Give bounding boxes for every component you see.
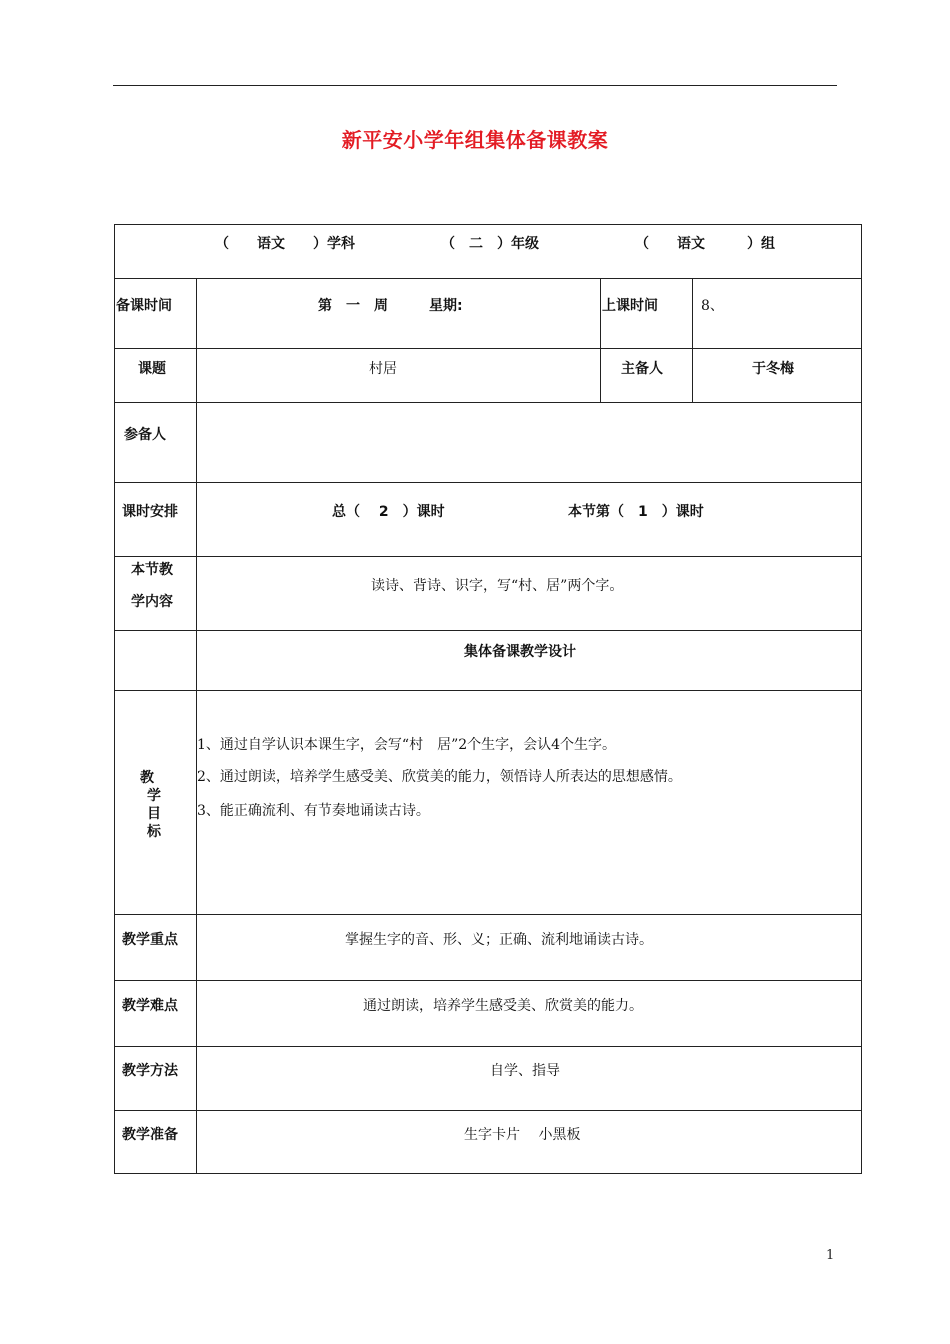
difficulties-value: 通过朗读，培养学生感受美、欣赏美的能力。 — [363, 998, 643, 1014]
class-time-label: 上课时间 — [602, 298, 658, 314]
group-field: （ 语文 ）组 — [635, 236, 775, 252]
goal-item-3: 3、能正确流利、有节奏地诵读古诗。 — [197, 803, 430, 819]
schedule-label: 课时安排 — [122, 504, 178, 520]
prep-time-row — [115, 279, 861, 349]
lesson-plan-table — [114, 224, 862, 1174]
goal-item-1: 1、通过自学认识本课生字，会写“村 居”2个生字，会认4个生字。 — [197, 737, 617, 753]
subject-field: （ 语文 ）学科 — [215, 236, 355, 252]
design-heading: 集体备课教学设计 — [464, 644, 576, 660]
methods-value: 自学、指导 — [490, 1063, 560, 1079]
preparation-value: 生字卡片 小黑板 — [464, 1127, 581, 1143]
content-value: 读诗、背诗、识字，写“村、居”两个字。 — [371, 578, 624, 594]
content-label-line2: 学内容 — [131, 594, 173, 610]
page-number: 1 — [826, 1248, 835, 1263]
difficulties-label: 教学难点 — [122, 998, 178, 1014]
design-heading-row — [115, 631, 861, 691]
participants-label: 参备人 — [124, 427, 166, 443]
header-rule — [113, 85, 837, 86]
schedule-total: 总（ 2 ）课时 — [332, 504, 445, 520]
goals-label-char-2: 学 — [147, 788, 161, 804]
content-label-line1: 本节教 — [131, 562, 173, 578]
week-text: 第 一 周 — [318, 298, 388, 314]
methods-label: 教学方法 — [122, 1063, 178, 1079]
prep-time-label: 备课时间 — [116, 298, 172, 314]
lead-teacher-value: 于冬梅 — [752, 361, 794, 377]
subject-row — [115, 225, 861, 279]
goals-label-char-1: 教 — [140, 770, 154, 786]
goals-label-char-4: 标 — [147, 824, 161, 840]
class-time-value: 8、 — [701, 298, 724, 314]
key-points-value: 掌握生字的音、形、义；正确、流利地诵读古诗。 — [345, 932, 653, 948]
goals-label-char-3: 目 — [147, 806, 161, 822]
key-points-row — [115, 915, 861, 981]
goal-item-2: 2、通过朗读，培养学生感受美、欣赏美的能力，领悟诗人所表达的思想感情。 — [197, 769, 682, 785]
topic-row — [115, 349, 861, 403]
methods-row — [115, 1047, 861, 1111]
schedule-current: 本节第（ 1 ）课时 — [568, 504, 704, 520]
content-row — [115, 557, 861, 631]
schedule-row — [115, 483, 861, 557]
weekday-text: 星期: — [429, 298, 463, 314]
page-title: 新平安小学年组集体备课教案 — [341, 128, 609, 152]
topic-label: 课题 — [138, 361, 166, 377]
difficulties-row — [115, 981, 861, 1047]
preparation-row — [115, 1111, 861, 1173]
participants-row — [115, 403, 861, 483]
topic-value: 村居 — [369, 361, 397, 377]
grade-field: （ 二 ）年级 — [441, 236, 539, 252]
key-points-label: 教学重点 — [122, 932, 178, 948]
lead-teacher-label: 主备人 — [621, 361, 663, 377]
goals-row — [115, 691, 861, 915]
preparation-label: 教学准备 — [122, 1127, 178, 1143]
